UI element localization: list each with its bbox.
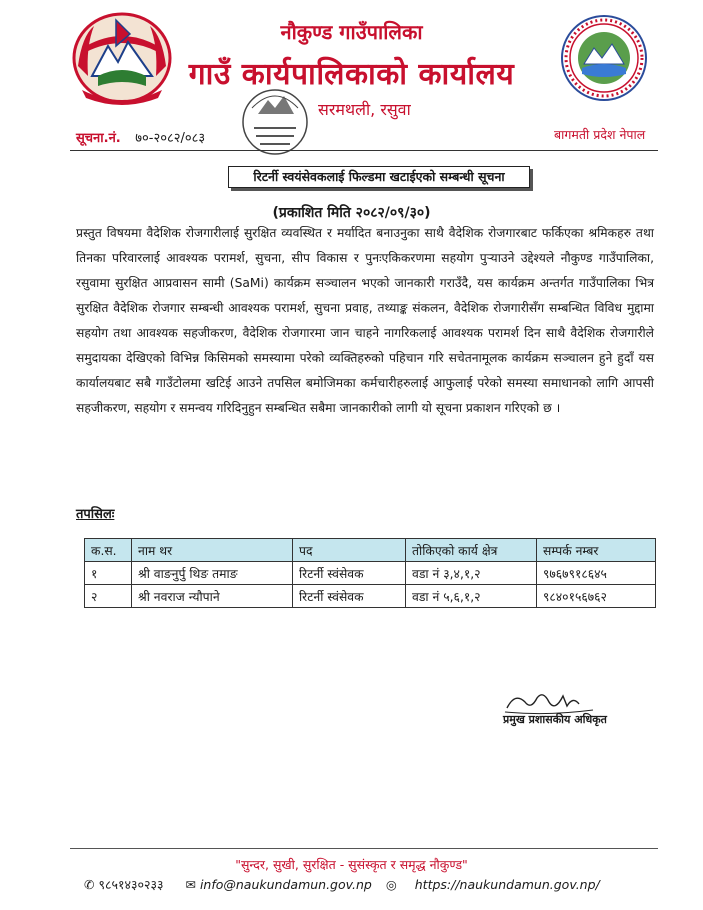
published-date: (प्रकाशित मिति २०८२/०९/३०): [272, 205, 431, 221]
table-row: [85, 585, 656, 608]
cell-work-area: वडा नं ३,४,१,२: [406, 562, 537, 585]
col-contact: सम्पर्क नम्बर: [537, 539, 656, 562]
footer-divider: [70, 848, 658, 849]
cell-contact: ९७६७९१८६४५: [537, 562, 656, 585]
col-name: नाम थर: [132, 539, 293, 562]
cell-serial: १: [85, 562, 132, 585]
notice-reference: [76, 128, 205, 146]
footer-phone: ९८५१४३०२३३: [98, 877, 164, 892]
office-address: सरमथली, रसुवा: [318, 100, 411, 119]
cell-name: श्री वाङनुर्पु थिङ तमाङ: [132, 562, 293, 585]
reference-number: ७०-२०८२/०८३: [135, 131, 206, 146]
col-work-area: तोकिएको कार्य क्षेत्र: [406, 539, 537, 562]
annex-label: तपसिलः: [76, 507, 115, 522]
volunteer-table: [84, 538, 656, 608]
signer-designation: प्रमुख प्रशासकीय अधिकृत: [503, 713, 607, 726]
mail-icon: ✉: [185, 877, 196, 892]
table-row: [85, 562, 656, 585]
footer-contact: [84, 876, 600, 893]
cell-work-area: वडा नं ५,६,१,२: [406, 585, 537, 608]
cell-name: श्री नवराज न्यौपाने: [132, 585, 293, 608]
cell-position: रिटर्नी स्वंसेवक: [293, 562, 406, 585]
reference-label: सूचना.नं.: [76, 131, 121, 146]
cell-contact: ९८४०१५६७६२: [537, 585, 656, 608]
notice-body: प्रस्तुत विषयमा वैदेशिक रोजगारीलाई सुरक्षित व्यवस्थित र मर्यादित बनाउनुका साथै वैदेशिक रोजगारबाट फर्किएका श्रमिकहरु तथा तिनका परिवारलाई आवश्यक परामर्श, सुचना, सीप विकास र पुनःएकिकरणमा सहयोग पुऱ्याउने उद्देश्यले नौकुण्ड गाउँपालिका, रसुवामा सुरक्षित आप्रवासन सामी (SaMi) कार्यक्रम सञ्चालन भएको जानकारी गराउँदै, यस कार्यक्रम अन्तर्गत गाउँपालिका भित्र सुरक्षित वैदेशिक रोजगार सम्बन्धी आवश्यक परामर्श, सुचना प्रवाह, तथ्याङ्क संकलन, वैदेशिक रोजगारीसँग सम्बन्धित विविध मुद्दामा सहयोग तथा आवश्यक सहजीकरण, वैदेशिक रोजगारमा जान चाहने नागरिकलाई आवश्यक परामर्श दिन साथै वैदेशिक रोजगारीले समुदायका देखिएको विभिन्न किसिमको समस्यामा परेको व्यक्तिहरुको पहिचान गरि सचेतनामूलक कार्यक्रम सञ्चालन हुने हुदाँ यस कार्यालयबाट सबै गाउँटोलमा खटिई आउने तपसिल बमोजिमका कर्मचारीहरुलाई आफुलाई परेको समस्या समाधानको लागि आपसी सहजीकरण, सहयोग र समन्वय गरिदिनुहुन सम्बन्धित सबैमा जानकारीको लागी यो सूचना प्रकाशन गरिएको छ ।: [76, 226, 654, 415]
province-label: बागमती प्रदेश नेपाल: [554, 127, 646, 142]
municipality-name: नौकुण्ड गाउँपालिका: [280, 20, 423, 44]
col-serial: क.स.: [85, 539, 132, 562]
table-header-row: [85, 539, 656, 562]
col-position: पद: [293, 539, 406, 562]
notice-subject: रिटर्नी स्वयंसेवकलाई फिल्डमा खटाईएको सम्बन्धी सूचना: [228, 166, 530, 188]
municipality-slogan: "सुन्दर, सुखी, सुरक्षित - सुसंस्कृत र समृद्ध नौकुण्ड": [235, 857, 468, 872]
header-divider: [70, 150, 658, 151]
office-stamp: [238, 84, 312, 160]
footer-website-link[interactable]: https://naukundamun.gov.np/: [414, 877, 600, 892]
cell-position: रिटर्नी स्वंसेवक: [293, 585, 406, 608]
globe-icon: ◎: [385, 877, 397, 892]
office-name: गाउँ कार्यपालिकाको कार्यालय: [188, 57, 515, 92]
cell-serial: २: [85, 585, 132, 608]
phone-icon: ✆: [84, 877, 95, 892]
footer-email-link[interactable]: info@naukundamun.gov.np: [199, 877, 372, 892]
